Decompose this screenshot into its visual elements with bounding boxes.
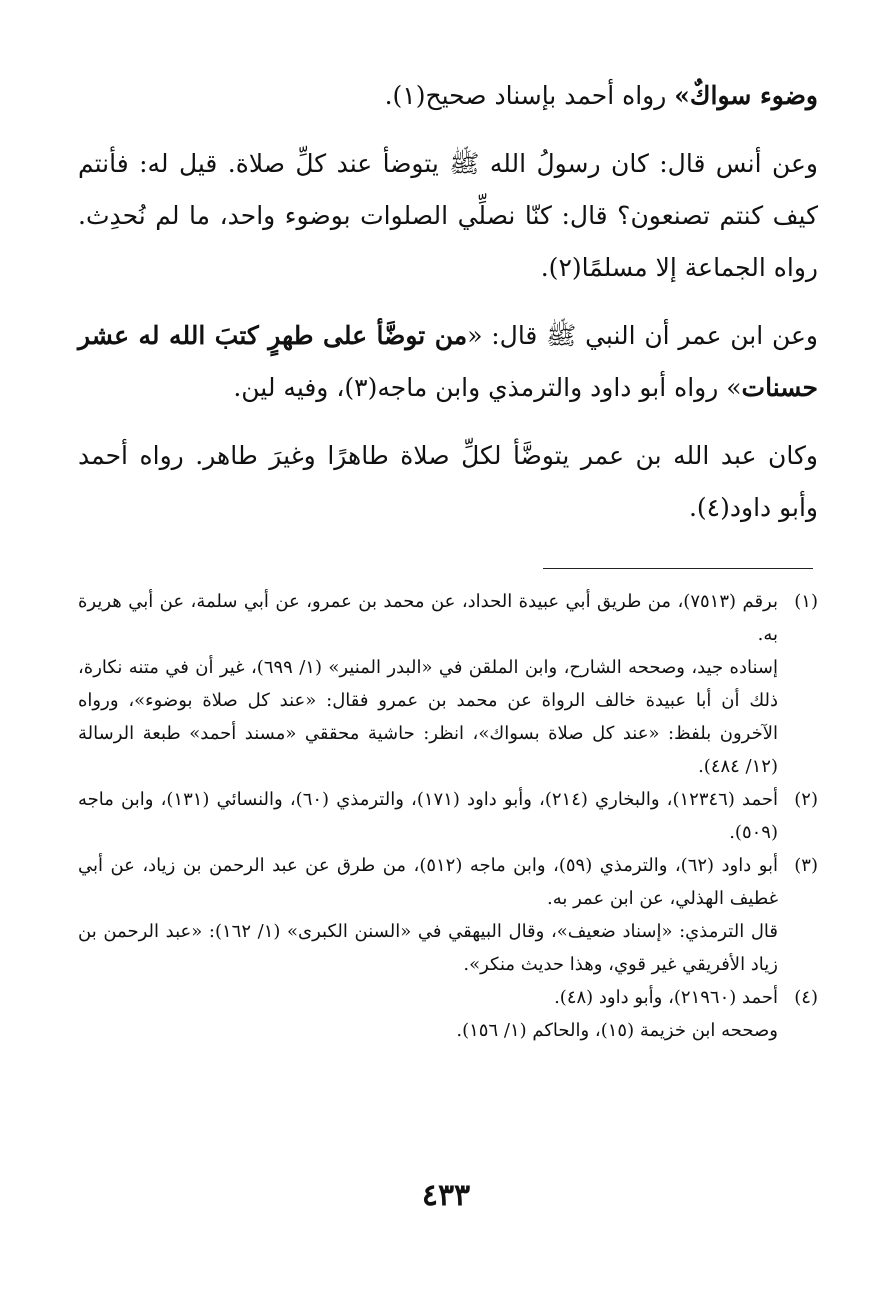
footnote-2 [78, 783, 818, 849]
paragraph-1 [78, 70, 818, 122]
paragraph-2: وعن أنس قال: كان رسولُ الله ﷺ يتوضأ عند كلِّ صلاة. قيل له: فأنتم كيف كنتم تصنعون؟ قال: كنّا نصلِّي الصلوات بوضوء واحد، ما لم نُحدِث. رواه الجماعة إلا مسلمًا(٢). [78, 149, 818, 282]
footnote-number: (٤) [794, 987, 818, 1008]
paragraph-4: وكان عبد الله بن عمر يتوضَّأ لكلِّ صلاة طاهرًا وغيرَ طاهر. رواه أحمد وأبو داود(٤). [78, 441, 818, 522]
paragraph-3-rest: » رواه أبو داود والترمذي وابن ماجه(٣)، وفيه لين. [233, 373, 742, 402]
footnote-4 [78, 981, 818, 1047]
paragraph-3 [78, 310, 818, 414]
footnotes [78, 585, 818, 1047]
footnote-number: (٢) [794, 789, 818, 810]
footnote-line: وصححه ابن خزيمة (١٥)، والحاكم (١/ ١٥٦). [456, 1020, 778, 1041]
footnote-line: أحمد (٢١٩٦٠)، وأبو داود (٤٨). [554, 987, 778, 1008]
hadith-text: وضوء سواكٌ» [674, 81, 818, 110]
footnote-3 [78, 849, 818, 981]
footnote-line: أحمد (١٢٣٤٦)، والبخاري (٢١٤)، وأبو داود (١٧١)، والترمذي (٦٠)، والنسائي (١٣١)، وابن ماجه (٥٠٩). [78, 789, 778, 843]
footnote-1 [78, 585, 818, 783]
footnote-number: (٣) [794, 855, 818, 876]
main-text [78, 70, 818, 550]
paragraph-1-rest: رواه أحمد بإسناد صحيح(١). [384, 81, 675, 110]
footnote-line: برقم (٧٥١٣)، من طريق أبي عبيدة الحداد، عن محمد بن عمرو، عن أبي سلمة، عن أبي هريرة به. [78, 591, 778, 645]
footnote-line: قال الترمذي: «إسناد ضعيف»، وقال البيهقي في «السنن الكبرى» (١/ ١٦٢): «عبد الرحمن بن زياد الأفريقي غير قوي، وهذا حديث منكر». [78, 921, 779, 975]
page-number: ٤٣٣ [421, 1178, 471, 1213]
hadith-text: من توضَّأ على طهرٍ كتبَ الله له عشر حسنات [78, 321, 818, 402]
paragraph-3-intro: وعن ابن عمر أن النبي ﷺ قال: « [467, 321, 818, 350]
footnote-line: أبو داود (٦٢)، والترمذي (٥٩)، وابن ماجه (٥١٢)، من طرق عن عبد الرحمن بن زياد، عن أبي غطيف الهذلي، عن ابن عمر به. [78, 855, 779, 909]
footnote-number: (١) [794, 591, 818, 612]
footnote-separator [543, 568, 813, 569]
footnote-line: إسناده جيد، وصححه الشارح، وابن الملقن في «البدر المنير» (١/ ٦٩٩)، غير أن في متنه نكارة، ذلك أن أبا عبيدة خالف الرواة عن محمد بن عمرو فقال: «عند كل صلاة بوضوء»، ورواه الآخرون بلفظ: «عند كل صلاة بسواك»، انظر: حاشية محققي «مسند أحمد» طبعة الرسالة (١٢/ ٤٨٤). [78, 657, 778, 777]
